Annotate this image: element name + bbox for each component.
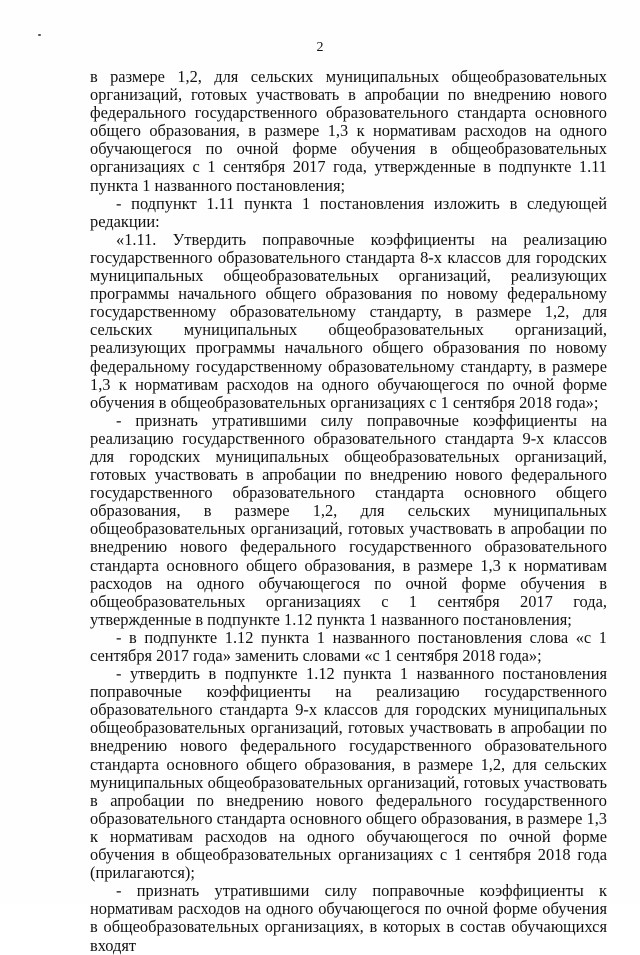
paragraph-subpoint-edit: - подпункт 1.11 пункта 1 постановления изложить в следующей редакции: — [90, 193, 607, 231]
paragraph-new-wording: «1.11. Утвердить поправочные коэффициенты на реализацию государственного образовательного стандарта 8-х классов для городских муниципальных общеобразовательных организаций, реализующих программы начального общего образования по новому федеральному государственному образовательному стандарту, в размере 1,2, для сельских муниципальных общеобразовательных организаций, реализующих программы начального общего образования по новому федеральному государственному образовательному стандарту, в размере 1,3 к нормативам расходов на одного обучающегося по очной форме обучения в общеобразовательных организациях с 1 сентября 2018 года»; — [90, 229, 607, 412]
page-number: 2 — [316, 40, 324, 55]
paragraph-replace-words: - в подпункте 1.12 пункта 1 названного постановления слова «с 1 сентября 2017 года» заменить словами «с 1 сентября 2018 года»; — [90, 627, 607, 665]
paragraph-continuation: в размере 1,2, для сельских муниципальных общеобразовательных организаций, готовых участвовать в апробации по внедрению нового федерального государственного образовательного стандарта основного общего образования, в размере 1,3 к нормативам расходов на одного обучающегося по очной форме обучения в общеобразовательных организациях с 1 сентября 2017 года, утвержденные в подпункте 1.11 пункта 1 названного постановления; — [90, 67, 607, 195]
paragraph-repeal-norms: - признать утратившими силу поправочные коэффициенты к нормативам расходов на одного обучающегося по очной форме обучения в общеобразовательных организациях, в которых в состав обучающихся входят — [90, 881, 607, 955]
document-body — [90, 68, 607, 955]
scan-speck — [38, 34, 41, 36]
paragraph-approve-coefficients: - утвердить в подпункте 1.12 пункта 1 названного постановления поправочные коэффициенты на реализацию государственного образовательного стандарта 9-х классов для городских муниципальных общеобразовательных организаций, готовых участвовать в апробации по внедрению нового федерального государственного образовательного стандарта основного общего образования, в размере 1,2, для сельских муниципальных общеобразовательных организаций, готовых участвовать в апробации по внедрению нового федерального государственного образовательного стандарта основного общего образования, в размере 1,3 к нормативам расходов на одного обучающегося по очной форме обучения в общеобразовательных организациях с 1 сентября 2018 года (прилагаются); — [90, 664, 607, 883]
paragraph-repeal-coefficients: - признать утратившими силу поправочные коэффициенты на реализацию государственного образовательного стандарта 9-х классов для городских муниципальных общеобразовательных организаций, готовых участвовать в апробации по внедрению нового федерального государственного образовательного стандарта основного общего образования, в размере 1,2, для сельских муниципальных общеобразовательных организаций, готовых участвовать в апробации по внедрению нового федерального государственного образовательного стандарта основного общего образования, в размере 1,3 к нормативам расходов на одного обучающегося по очной форме обучения в общеобразовательных организациях с 1 сентября 2017 года, утвержденные в подпункте 1.12 пункта 1 названного постановления; — [90, 410, 607, 629]
